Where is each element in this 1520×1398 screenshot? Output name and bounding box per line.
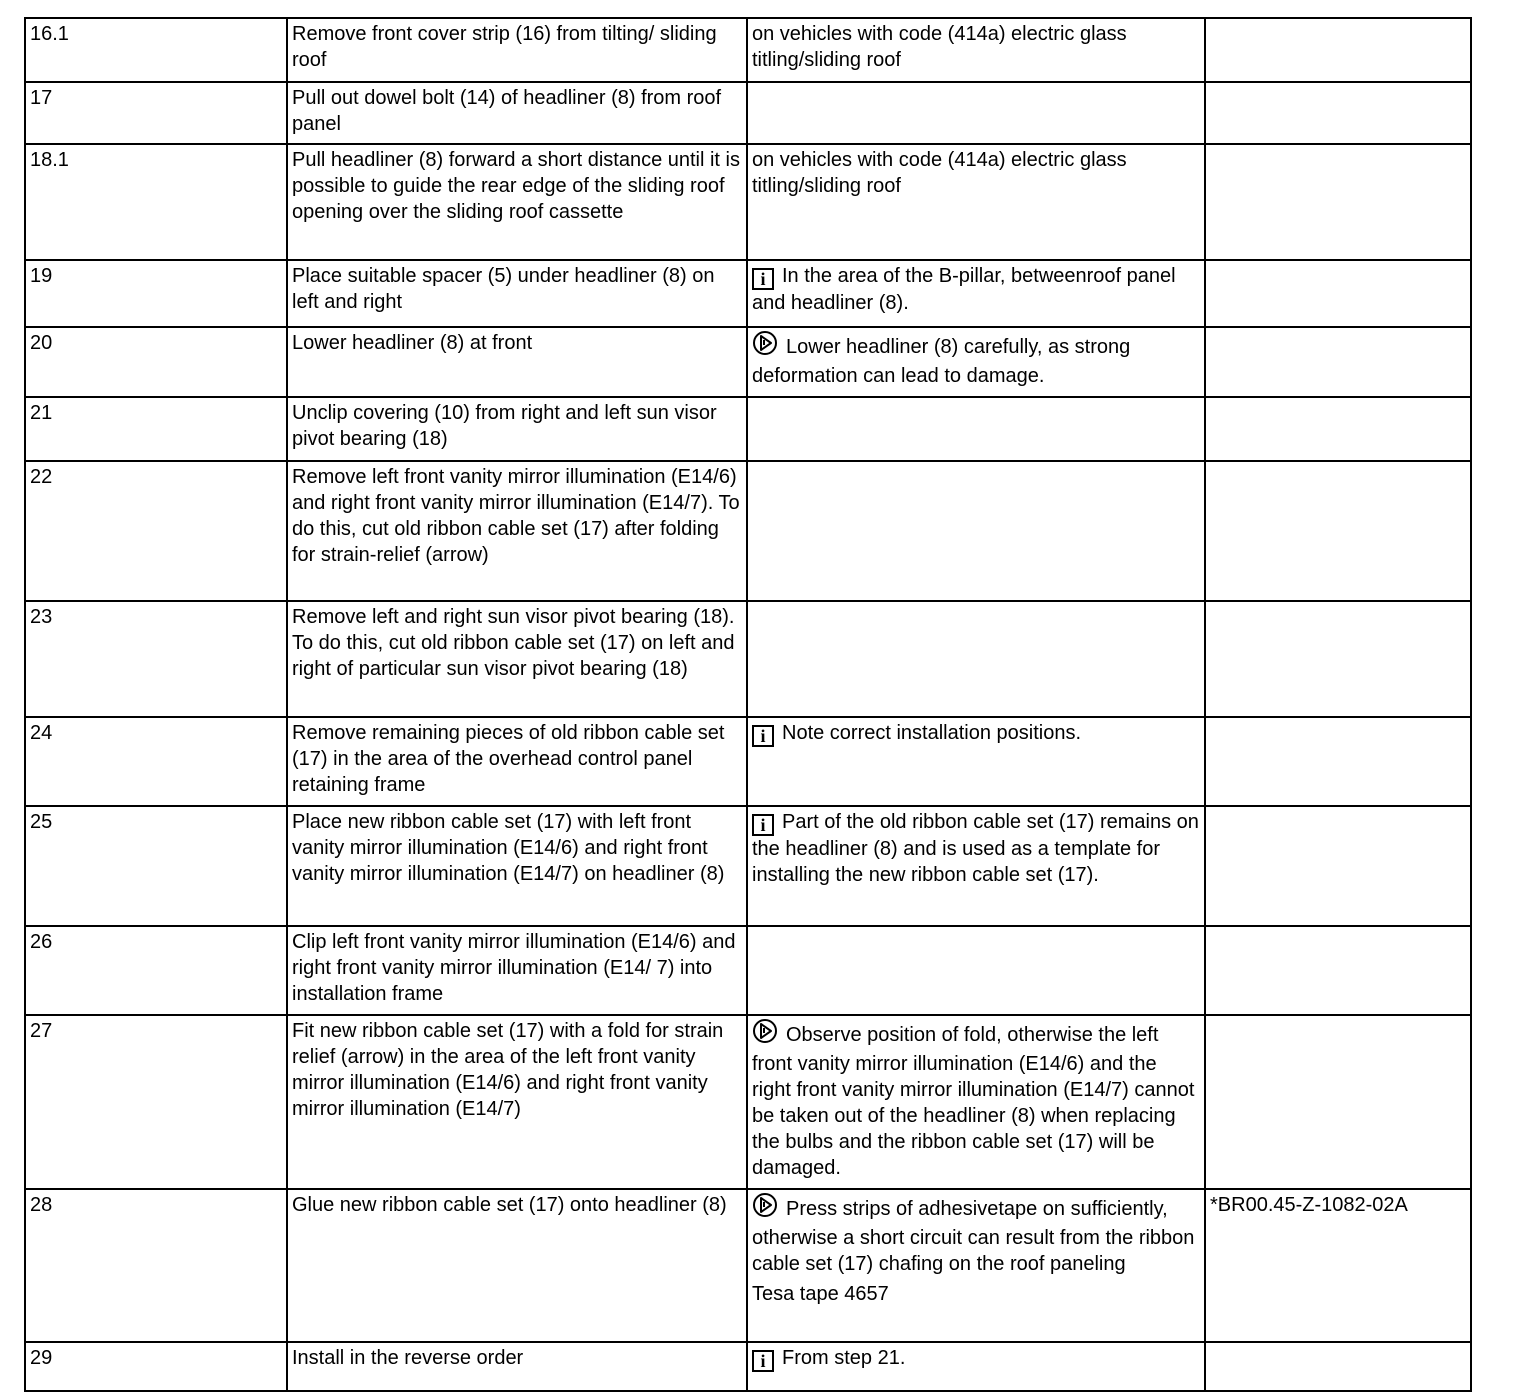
step-notes-cell <box>747 806 1205 926</box>
step-number-cell: 24 <box>25 717 287 806</box>
step-notes-cell <box>747 1342 1205 1391</box>
table-row <box>25 327 1471 397</box>
note-text: Press strips of adhesivetape on sufficiently, otherwise a short circuit can result from the ribbon cable set (17) chafing on the roof paneling <box>752 1198 1195 1275</box>
reference-cell <box>1205 82 1471 144</box>
note-text: on vehicles with code (414a) electric glass titling/sliding roof <box>752 23 1127 71</box>
reference-cell <box>1205 1342 1471 1391</box>
reference-cell <box>1205 1015 1471 1189</box>
step-number-cell: 21 <box>25 397 287 461</box>
note-text: Note correct installation positions. <box>782 722 1082 744</box>
reference-cell <box>1205 18 1471 82</box>
step-action-cell: Remove front cover strip (16) from tilting/ sliding roof <box>287 18 747 82</box>
step-action-cell: Glue new ribbon cable set (17) onto headliner (8) <box>287 1189 747 1342</box>
reference-cell <box>1205 327 1471 397</box>
table-row <box>25 397 1471 461</box>
table-row <box>25 601 1471 717</box>
caution-icon <box>752 1192 778 1225</box>
step-notes-cell <box>747 1189 1205 1342</box>
step-notes-cell <box>747 82 1205 144</box>
table-row <box>25 461 1471 601</box>
reference-text: *BR00.45-Z-1082-02A <box>1210 1194 1408 1216</box>
step-notes-cell <box>747 327 1205 397</box>
table-row <box>25 806 1471 926</box>
step-notes-cell <box>747 717 1205 806</box>
table-row <box>25 82 1471 144</box>
note-text: In the area of the B-pillar, betweenroof panel and headliner (8). <box>752 265 1176 314</box>
reference-cell <box>1205 717 1471 806</box>
step-number-cell: 26 <box>25 926 287 1015</box>
table-row <box>25 1189 1471 1342</box>
step-number-cell: 23 <box>25 601 287 717</box>
note-text: From step 21. <box>782 1347 906 1369</box>
table-row <box>25 1342 1471 1391</box>
step-action-cell: Lower headliner (8) at front <box>287 327 747 397</box>
caution-icon <box>752 1018 778 1051</box>
reference-cell <box>1205 926 1471 1015</box>
step-number-cell: 16.1 <box>25 18 287 82</box>
reference-cell <box>1205 397 1471 461</box>
table-body <box>25 18 1471 1391</box>
step-number-cell: 29 <box>25 1342 287 1391</box>
table-row <box>25 18 1471 82</box>
reference-cell <box>1205 806 1471 926</box>
step-notes-cell <box>747 144 1205 260</box>
info-icon: i <box>752 725 774 747</box>
note-text: Lower headliner (8) carefully, as strong deformation can lead to damage. <box>752 336 1131 387</box>
step-action-cell: Unclip covering (10) from right and left sun visor pivot bearing (18) <box>287 397 747 461</box>
step-number-cell: 20 <box>25 327 287 397</box>
table-row <box>25 717 1471 806</box>
step-number-cell: 25 <box>25 806 287 926</box>
table-row <box>25 260 1471 327</box>
note-text: Part of the old ribbon cable set (17) remains on the headliner (8) and is used as a template for installing the new ribbon cable set (17). <box>752 811 1199 886</box>
step-notes-cell <box>747 926 1205 1015</box>
note-text: Observe position of fold, otherwise the left front vanity mirror illumination (E14/6) and the right front vanity mirror illumination (E14/7) cannot be taken out of the headliner (8) when replacing the bulbs and the ribbon cable set (17) will be damaged. <box>752 1024 1195 1179</box>
work-steps-table <box>24 17 1472 1392</box>
reference-cell <box>1205 461 1471 601</box>
step-number-cell: 22 <box>25 461 287 601</box>
reference-cell <box>1205 1189 1471 1342</box>
info-icon: i <box>752 814 774 836</box>
step-action-cell: Remove remaining pieces of old ribbon cable set (17) in the area of the overhead control panel retaining frame <box>287 717 747 806</box>
step-action-cell: Remove left front vanity mirror illumination (E14/6) and right front vanity mirror illumination (E14/7). To do this, cut old ribbon cable set (17) after folding for strain-relief (arrow) <box>287 461 747 601</box>
step-action-cell: Install in the reverse order <box>287 1342 747 1391</box>
step-notes-cell <box>747 601 1205 717</box>
table-row <box>25 144 1471 260</box>
step-action-cell: Fit new ribbon cable set (17) with a fold for strain relief (arrow) in the area of the left front vanity mirror illumination (E14/6) and right front vanity mirror illumination (E14/7) <box>287 1015 747 1189</box>
step-action-cell: Pull headliner (8) forward a short distance until it is possible to guide the rear edge of the sliding roof opening over the sliding roof cassette <box>287 144 747 260</box>
reference-cell <box>1205 601 1471 717</box>
info-icon: i <box>752 1350 774 1372</box>
info-icon: i <box>752 268 774 290</box>
step-notes-cell <box>747 1015 1205 1189</box>
step-number-cell: 28 <box>25 1189 287 1342</box>
caution-icon <box>752 330 778 363</box>
step-notes-cell <box>747 260 1205 327</box>
step-notes-cell <box>747 397 1205 461</box>
step-action-cell: Place new ribbon cable set (17) with left front vanity mirror illumination (E14/6) and right front vanity mirror illumination (E14/7) on headliner (8) <box>287 806 747 926</box>
step-number-cell: 27 <box>25 1015 287 1189</box>
table-row <box>25 1015 1471 1189</box>
step-number-cell: 19 <box>25 260 287 327</box>
step-notes-cell <box>747 18 1205 82</box>
reference-cell <box>1205 144 1471 260</box>
step-action-cell: Remove left and right sun visor pivot bearing (18). To do this, cut old ribbon cable set (17) on left and right of particular sun visor pivot bearing (18) <box>287 601 747 717</box>
note-text: on vehicles with code (414a) electric glass titling/sliding roof <box>752 149 1127 197</box>
reference-cell <box>1205 260 1471 327</box>
step-number-cell: 17 <box>25 82 287 144</box>
step-action-cell: Clip left front vanity mirror illumination (E14/6) and right front vanity mirror illumination (E14/ 7) into installation frame <box>287 926 747 1015</box>
step-number-cell: 18.1 <box>25 144 287 260</box>
table-row <box>25 926 1471 1015</box>
step-notes-cell <box>747 461 1205 601</box>
step-action-cell: Pull out dowel bolt (14) of headliner (8) from roof panel <box>287 82 747 144</box>
note-extra-text: Tesa tape 4657 <box>752 1283 889 1305</box>
step-action-cell: Place suitable spacer (5) under headliner (8) on left and right <box>287 260 747 327</box>
